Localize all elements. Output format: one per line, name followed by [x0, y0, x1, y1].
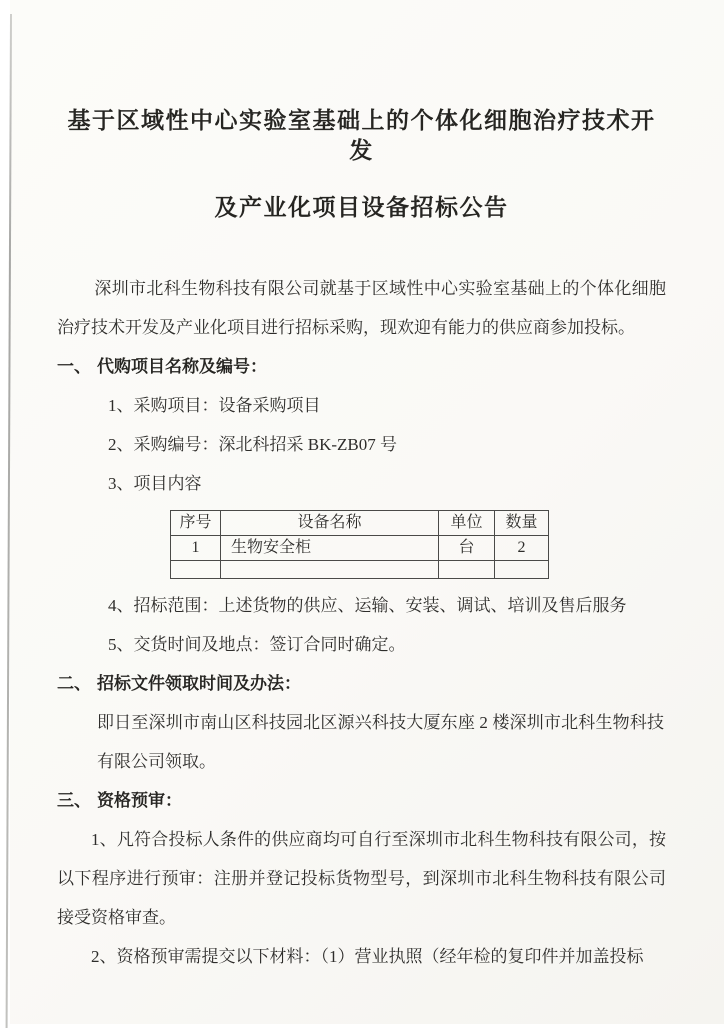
section-3-title: 资格预审： [97, 791, 182, 810]
section-1-item-2: 2、采购编号：深北科招采 BK-ZB07 号 [108, 435, 397, 454]
section-1-item-3: 3、项目内容 [108, 474, 202, 493]
column-header-device-name: 设备名称 [221, 511, 439, 536]
section-3-number: 三、 [57, 791, 91, 810]
section-3-heading [57, 781, 666, 820]
column-header-index: 序号 [171, 511, 221, 536]
cell-empty [171, 561, 221, 579]
section-2-number: 二、 [57, 674, 91, 693]
cell-unit: 台 [439, 536, 495, 561]
cell-empty [495, 561, 549, 579]
column-header-quantity: 数量 [495, 511, 549, 536]
section-1-number: 一、 [57, 357, 91, 376]
equipment-table [170, 510, 549, 579]
cell-empty [439, 561, 495, 579]
intro-paragraph: 深圳市北科生物科技有限公司就基于区域性中心实验室基础上的个体化细胞治疗技术开发及产业化项目进行招标采购，现欢迎有能力的供应商参加投标。 [57, 279, 666, 337]
cell-device-name: 生物安全柜 [221, 536, 439, 561]
section-2-title: 招标文件领取时间及办法： [97, 674, 301, 693]
section-1-item-1: 1、采购项目：设备采购项目 [108, 396, 321, 415]
section-2-body: 即日至深圳市南山区科技园北区源兴科技大厦东座 2 楼深圳市北科生物科技有限公司领取。 [97, 713, 664, 771]
cell-quantity: 2 [495, 536, 549, 561]
section-1-title: 代购项目名称及编号： [97, 357, 267, 376]
equipment-table-empty-row [171, 561, 549, 579]
section-3-item-2: 2、资格预审需提交以下材料：（1）营业执照（经年检的复印件并加盖投标 [91, 947, 644, 966]
section-2-heading [57, 664, 666, 703]
equipment-table-header-row [171, 511, 549, 536]
cell-empty [221, 561, 439, 579]
document-title-line-1: 基于区域性中心实验室基础上的个体化细胞治疗技术开发 [67, 108, 656, 163]
cell-index: 1 [171, 536, 221, 561]
section-1-heading [57, 347, 666, 386]
equipment-table-row-1 [171, 536, 549, 561]
column-header-unit: 单位 [439, 511, 495, 536]
section-1-item-5: 5、交货时间及地点：签订合同时确定。 [108, 635, 406, 654]
section-1-item-4: 4、招标范围：上述货物的供应、运输、安装、调试、培训及售后服务 [108, 596, 627, 615]
document-content [57, 0, 666, 976]
section-3-item-1: 1、凡符合投标人条件的供应商均可自行至深圳市北科生物科技有限公司，按以下程序进行预审：注册并登记投标货物型号，到深圳市北科生物科技有限公司接受资格审查。 [57, 830, 666, 927]
document-title-line-2: 及产业化项目设备招标公告 [214, 195, 509, 220]
